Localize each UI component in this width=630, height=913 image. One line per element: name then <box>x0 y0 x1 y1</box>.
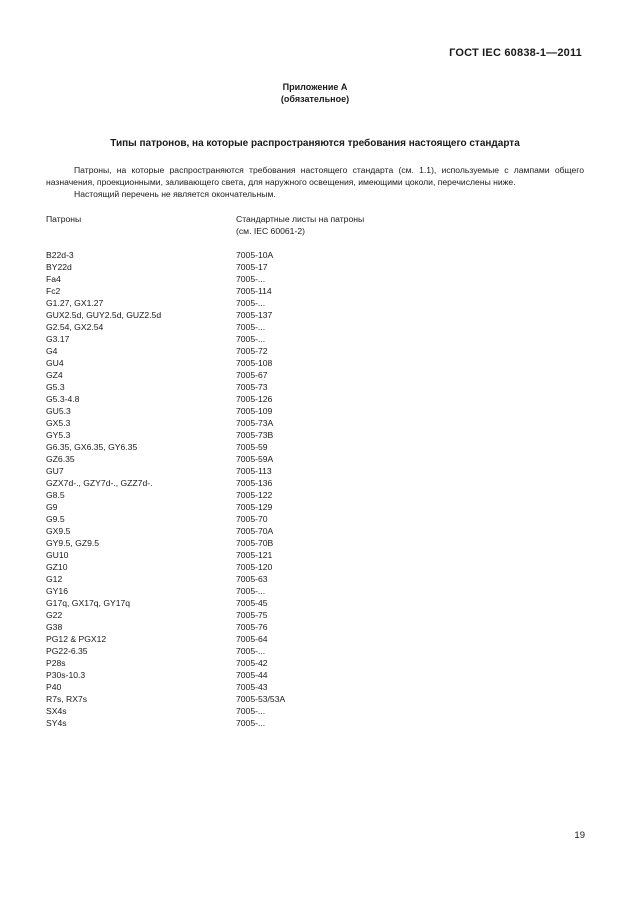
holder-designation: GX9.5 <box>46 526 71 536</box>
table-row <box>46 477 446 489</box>
standard-code: ГОСТ IEC 60838-1—2011 <box>449 47 582 59</box>
standard-sheet: 7005-73A <box>236 418 274 428</box>
standard-sheet: 7005-... <box>236 334 266 344</box>
table-row <box>46 405 446 417</box>
standard-sheet: 7005-76 <box>236 622 268 632</box>
standard-sheet: 7005-42 <box>236 658 268 668</box>
standard-sheet: 7005-... <box>236 298 266 308</box>
standard-sheet: 7005-120 <box>236 562 273 572</box>
holder-designation: G12 <box>46 574 63 584</box>
standard-sheet: 7005-126 <box>236 394 273 404</box>
standard-sheet: 7005-114 <box>236 286 272 296</box>
column-header-sheets-ref: (см. IEC 60061-2) <box>236 226 305 236</box>
table-row <box>46 489 446 501</box>
table-row <box>46 285 446 297</box>
table-row <box>46 633 446 645</box>
table-row <box>46 393 446 405</box>
table-row <box>46 417 446 429</box>
holder-designation: Fc2 <box>46 286 61 296</box>
standard-sheet: 7005-109 <box>236 406 273 416</box>
holder-designation: SX4s <box>46 706 67 716</box>
table-row <box>46 357 446 369</box>
standard-sheet: 7005-59 <box>236 442 268 452</box>
standard-sheet: 7005-70A <box>236 526 274 536</box>
holder-designation: GU10 <box>46 550 69 560</box>
standard-sheet: 7005-59A <box>236 454 274 464</box>
table-row <box>46 381 446 393</box>
intro-paragraph-1: Патроны, на которые распространяются требования настоящего стандарта (см. 1.1), используемые с лампами общего назначения, проекционными, заливающего света, для наружного освещения, имеющими цоколи, перечислены ниже. <box>46 165 584 187</box>
holder-designation: GZ4 <box>46 370 63 380</box>
holders-table <box>46 213 446 729</box>
holder-designation: G3.17 <box>46 334 70 344</box>
table-row <box>46 333 446 345</box>
holder-designation: P30s-10.3 <box>46 670 86 680</box>
table-row <box>46 717 446 729</box>
column-header-sheets: Стандартные листы на патроны <box>236 214 365 224</box>
standard-sheet: 7005-72 <box>236 346 268 356</box>
holder-designation: Fa4 <box>46 274 61 284</box>
table-row <box>46 657 446 669</box>
holder-designation: GU5.3 <box>46 406 71 416</box>
standard-sheet: 7005-73 <box>236 382 268 392</box>
table-row <box>46 249 446 261</box>
holder-designation: GZX7d-., GZY7d-., GZZ7d-. <box>46 478 153 488</box>
holder-designation: G38 <box>46 622 63 632</box>
holder-designation: G6.35, GX6.35, GY6.35 <box>46 442 138 452</box>
holder-designation: GU7 <box>46 466 64 476</box>
holder-designation: GZ10 <box>46 562 68 572</box>
table-row <box>46 525 446 537</box>
column-header-holders: Патроны <box>46 214 82 224</box>
table-row <box>46 273 446 285</box>
table-row <box>46 561 446 573</box>
table-row <box>46 573 446 585</box>
table-row <box>46 705 446 717</box>
page-title: Типы патронов, на которые распространяются требования настоящего стандарта <box>110 138 520 149</box>
table-row <box>46 621 446 633</box>
holder-designation: PG12 & PGX12 <box>46 634 107 644</box>
holder-designation: SY4s <box>46 718 67 728</box>
standard-sheet: 7005-... <box>236 322 266 332</box>
holder-designation: P40 <box>46 682 62 692</box>
holder-designation: R7s, RX7s <box>46 694 88 704</box>
table-row <box>46 585 446 597</box>
table-row <box>46 429 446 441</box>
standard-sheet: 7005-129 <box>236 502 273 512</box>
holder-designation: G4 <box>46 346 58 356</box>
table-row <box>46 597 446 609</box>
holder-designation: G1.27, GX1.27 <box>46 298 104 308</box>
standard-sheet: 7005-121 <box>236 550 273 560</box>
table-header-row-2 <box>46 225 446 237</box>
holder-designation: BY22d <box>46 262 72 272</box>
table-row <box>46 321 446 333</box>
holder-designation: G2.54, GX2.54 <box>46 322 104 332</box>
table-row <box>46 669 446 681</box>
holder-designation: GUX2.5d, GUY2.5d, GUZ2.5d <box>46 310 162 320</box>
table-body <box>46 249 446 729</box>
standard-sheet: 7005-63 <box>236 574 268 584</box>
table-row <box>46 609 446 621</box>
table-row <box>46 549 446 561</box>
standard-sheet: 7005-... <box>236 274 266 284</box>
standard-sheet: 7005-113 <box>236 466 272 476</box>
holder-designation: G5.3 <box>46 382 65 392</box>
holder-designation: G9 <box>46 502 58 512</box>
holder-designation: G5.3-4.8 <box>46 394 80 404</box>
standard-sheet: 7005-53/53A <box>236 694 286 704</box>
standard-sheet: 7005-70 <box>236 514 268 524</box>
standard-sheet: 7005-75 <box>236 610 268 620</box>
standard-sheet: 7005-64 <box>236 634 268 644</box>
page-number: 19 <box>574 830 585 841</box>
holder-designation: GX5.3 <box>46 418 71 428</box>
table-row <box>46 693 446 705</box>
holder-designation: GY5.3 <box>46 430 71 440</box>
appendix-subtitle: (обязательное) <box>280 94 350 104</box>
holder-designation: GZ6.35 <box>46 454 75 464</box>
table-row <box>46 453 446 465</box>
holder-designation: G8.5 <box>46 490 65 500</box>
table-row <box>46 309 446 321</box>
table-row <box>46 465 446 477</box>
intro-text <box>46 164 584 200</box>
standard-sheet: 7005-122 <box>236 490 273 500</box>
holder-designation: G17q, GX17q, GY17q <box>46 598 131 608</box>
standard-sheet: 7005-45 <box>236 598 268 608</box>
standard-sheet: 7005-67 <box>236 370 268 380</box>
standard-sheet: 7005-44 <box>236 670 268 680</box>
standard-sheet: 7005-... <box>236 586 266 596</box>
standard-sheet: 7005-43 <box>236 682 268 692</box>
standard-sheet: 7005-... <box>236 718 266 728</box>
intro-paragraph-2: Настоящий перечень не является окончательным. <box>74 189 276 199</box>
standard-sheet: 7005-73B <box>236 430 274 440</box>
holder-designation: GY16 <box>46 586 68 596</box>
table-row <box>46 513 446 525</box>
table-row <box>46 297 446 309</box>
appendix-heading <box>0 81 630 105</box>
standard-sheet: 7005-... <box>236 646 266 656</box>
standard-sheet: 7005-136 <box>236 478 273 488</box>
table-row <box>46 645 446 657</box>
table-row <box>46 681 446 693</box>
holder-designation: P28s <box>46 658 66 668</box>
standard-sheet: 7005-... <box>236 706 266 716</box>
table-row <box>46 501 446 513</box>
holder-designation: G9.5 <box>46 514 65 524</box>
holder-designation: PG22-6.35 <box>46 646 88 656</box>
holder-designation: B22d-3 <box>46 250 74 260</box>
table-header-row <box>46 213 446 225</box>
appendix-title: Приложение А <box>282 82 348 92</box>
table-row <box>46 441 446 453</box>
table-row <box>46 261 446 273</box>
table-row <box>46 537 446 549</box>
holder-designation: GY9.5, GZ9.5 <box>46 538 100 548</box>
holder-designation: G22 <box>46 610 63 620</box>
standard-sheet: 7005-17 <box>236 262 268 272</box>
standard-sheet: 7005-70B <box>236 538 274 548</box>
holder-designation: GU4 <box>46 358 64 368</box>
table-row <box>46 345 446 357</box>
standard-sheet: 7005-10A <box>236 250 274 260</box>
table-row <box>46 369 446 381</box>
standard-sheet: 7005-108 <box>236 358 273 368</box>
standard-sheet: 7005-137 <box>236 310 273 320</box>
